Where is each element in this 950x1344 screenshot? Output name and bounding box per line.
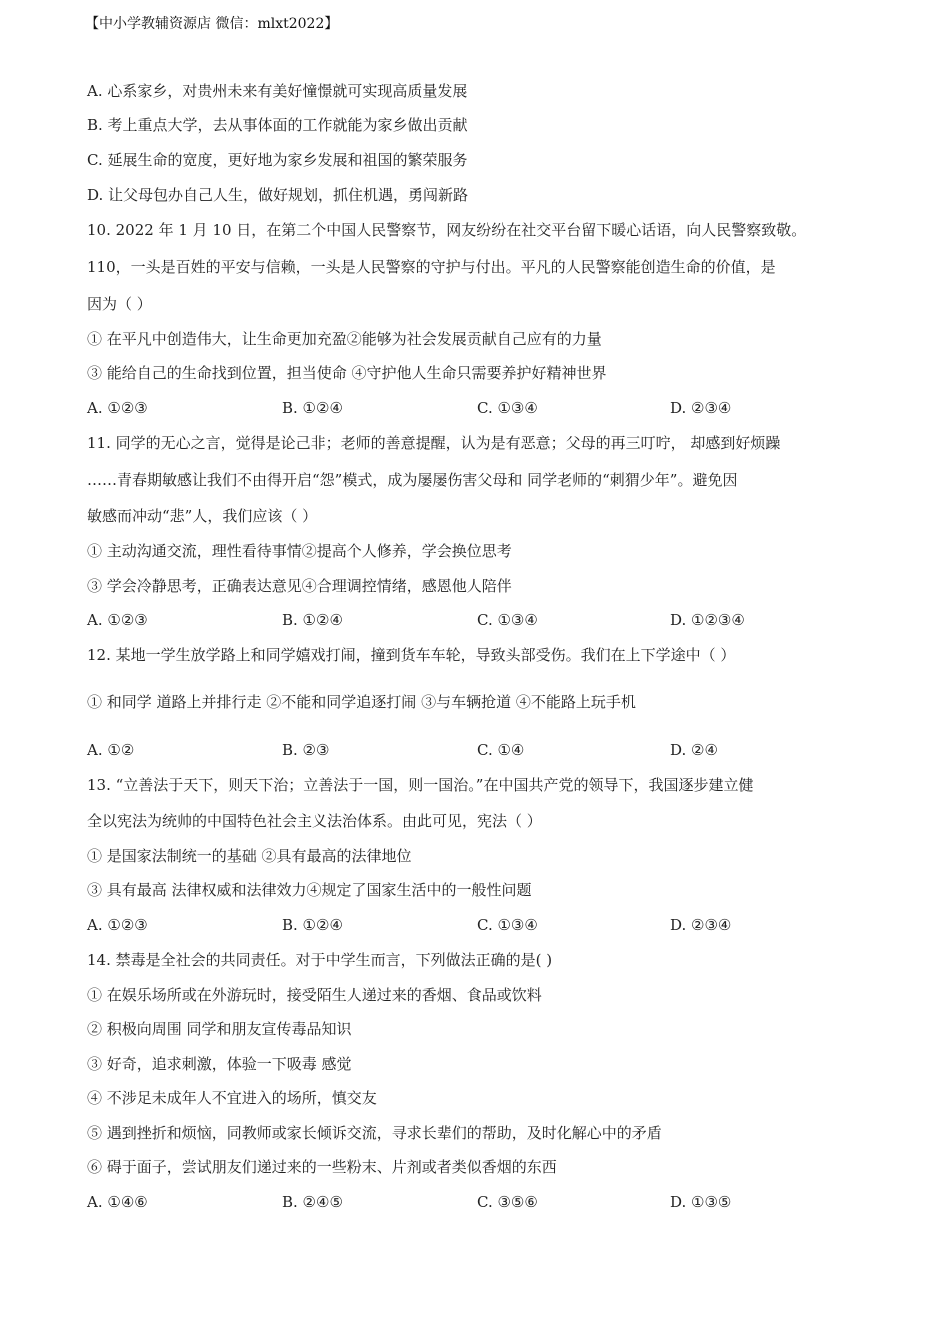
q10-stem-line-2: 110，一头是百姓的平安与信赖，一头是人民警察的守护与付出。平凡的人民警察能创造生命的价值，是: [87, 258, 776, 276]
q10-option-d: D. ②③④: [670, 399, 732, 417]
q14-statement-5: ⑤ 遇到挫折和烦恼，同教师或家长倾诉交流，寻求长辈们的帮助，及时化解心中的矛盾: [87, 1124, 662, 1142]
q13-option-c: C. ①③④: [477, 916, 538, 934]
q10-statement-1-2: ① 在平凡中创造伟大，让生命更加充盈②能够为社会发展贡献自己应有的力量: [87, 330, 602, 348]
q14-statement-1: ① 在娱乐场所或在外游玩时，接受陌生人递过来的香烟、食品或饮料: [87, 986, 542, 1004]
q13-options: [87, 915, 867, 935]
q10-option-c: C. ①③④: [477, 399, 538, 417]
q9-option-a: A. 心系家乡，对贵州未来有美好憧憬就可实现高质量发展: [87, 82, 468, 100]
q14-option-d: D. ①③⑤: [670, 1193, 732, 1211]
q13-statement-1-2: ① 是国家法制统一的基础 ②具有最高的法律地位: [87, 847, 412, 865]
q12-option-c: C. ①④: [477, 741, 525, 759]
q9-option-d: D. 让父母包办自己人生，做好规划，抓住机遇，勇闯新路: [87, 186, 469, 204]
q10-option-b: B. ①②④: [282, 399, 343, 417]
q11-options: [87, 610, 867, 630]
q14-statement-3: ③ 好奇，追求刺激，体验一下吸毒 感觉: [87, 1055, 352, 1073]
q10-stem-line-3: 因为（ ）: [87, 295, 152, 313]
q12-option-a: A. ①②: [87, 741, 135, 759]
q12-option-d: D. ②④: [670, 741, 718, 759]
q14-statement-4: ④ 不涉足未成年人不宜进入的场所，慎交友: [87, 1089, 377, 1107]
q13-stem-line-1: 13. “立善法于天下，则天下治；立善法于一国，则一国治。”在中国共产党的领导下，我国逐步建立健: [87, 776, 754, 794]
q14-option-a: A. ①④⑥: [87, 1193, 148, 1211]
q10-options: [87, 398, 867, 418]
q14-statement-2: ② 积极向周围 同学和朋友宣传毒品知识: [87, 1020, 352, 1038]
q14-options: [87, 1192, 867, 1212]
q11-stem-line-2: ……青春期敏感让我们不由得开启“怨”模式，成为屡屡伤害父母和 同学老师的“刺猬少年”。避免因: [87, 471, 738, 489]
q11-option-c: C. ①③④: [477, 611, 538, 629]
q12-options: [87, 740, 867, 760]
watermark-header: 【中小学教辅资源店 微信：mlxt2022】: [85, 16, 339, 32]
q11-option-b: B. ①②④: [282, 611, 343, 629]
q13-option-b: B. ①②④: [282, 916, 343, 934]
q11-statement-1-2: ① 主动沟通交流，理性看待事情②提高个人修养，学会换位思考: [87, 542, 512, 560]
q11-stem-line-1: 11. 同学的无心之言，觉得是论己非；老师的善意提醒，认为是有恶意；父母的再三叮咛， 却感到好烦躁: [87, 434, 781, 452]
q14-statement-6: ⑥ 碍于面子，尝试朋友们递过来的一些粉末、片剂或者类似香烟的东西: [87, 1158, 557, 1176]
q14-option-b: B. ②④⑤: [282, 1193, 343, 1211]
q10-statement-3-4: ③ 能给自己的生命找到位置，担当使命 ④守护他人生命只需要养护好精神世界: [87, 364, 607, 382]
q14-stem: 14. 禁毒是全社会的共同责任。对于中学生而言，下列做法正确的是( ): [87, 951, 553, 969]
q9-option-b: B. 考上重点大学，去从事体面的工作就能为家乡做出贡献: [87, 116, 468, 134]
q11-statement-3-4: ③ 学会冷静思考，正确表达意见④合理调控情绪，感恩他人陪伴: [87, 577, 512, 595]
q12-statements: ① 和同学 道路上并排行走 ②不能和同学追逐打闹 ③与车辆抢道 ④不能路上玩手机: [87, 693, 636, 711]
q13-statement-3-4: ③ 具有最高 法律权威和法律效力④规定了国家生活中的一般性问题: [87, 881, 532, 899]
q13-option-d: D. ②③④: [670, 916, 732, 934]
q13-stem-line-2: 全以宪法为统帅的中国特色社会主义法治体系。由此可见，宪法（ ）: [87, 812, 542, 830]
q11-option-d: D. ①②③④: [670, 611, 745, 629]
q10-stem-line-1: 10. 2022 年 1 月 10 日，在第二个中国人民警察节，网友纷纷在社交平台留下暖心话语，向人民警察致敬。: [87, 221, 807, 239]
q11-stem-line-3: 敏感而冲动“悲”人，我们应该（ ）: [87, 507, 318, 525]
q9-option-c: C. 延展生命的宽度，更好地为家乡发展和祖国的繁荣服务: [87, 151, 468, 169]
q11-option-a: A. ①②③: [87, 611, 148, 629]
q12-option-b: B. ②③: [282, 741, 330, 759]
q12-stem: 12. 某地一学生放学路上和同学嬉戏打闹，撞到货车车轮，导致头部受伤。我们在上下学途中（ ）: [87, 646, 736, 664]
q10-option-a: A. ①②③: [87, 399, 148, 417]
q14-option-c: C. ③⑤⑥: [477, 1193, 538, 1211]
q13-option-a: A. ①②③: [87, 916, 148, 934]
